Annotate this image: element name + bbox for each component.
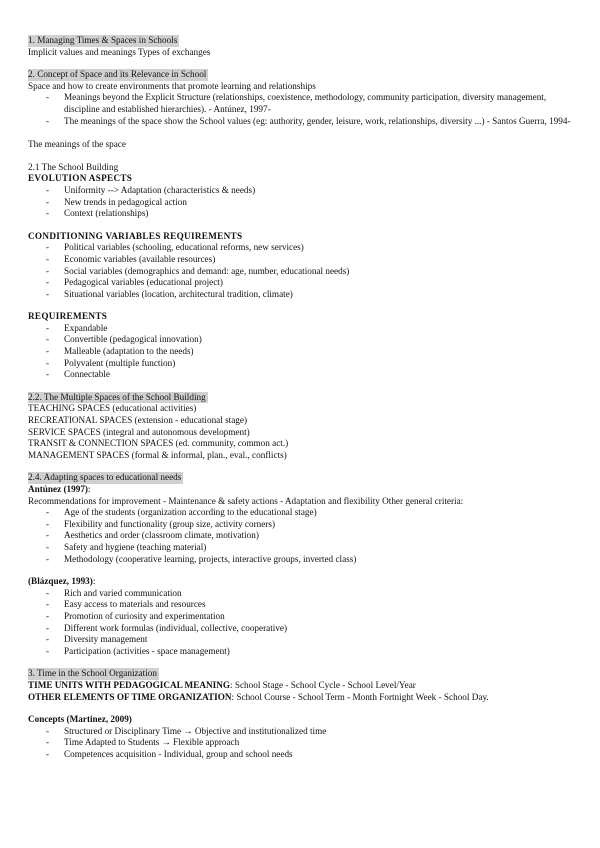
- section-2-2: [28, 392, 576, 462]
- blazquez-colon: :: [92, 576, 96, 587]
- list-item: - Flexibility and functionality (group size, activity corners): [28, 519, 576, 531]
- section-2: [28, 69, 576, 151]
- list-item: - Context (relationships): [28, 208, 576, 220]
- concepts-list: [28, 726, 576, 761]
- list-item: - Malleable (adaptation to the needs): [28, 346, 576, 358]
- list-item: - Polyvalent (multiple function): [28, 358, 576, 370]
- list-item: - Aesthetics and order (classroom climate, motivation): [28, 530, 576, 542]
- list-item: - Pedagogical variables (educational project): [28, 277, 576, 289]
- space-line: SERVICE SPACES (integral and autonomous development): [28, 426, 250, 437]
- time-units-text: : School Stage - School Cycle - School Level/Year: [230, 679, 416, 690]
- space-line: TEACHING SPACES (educational activities): [28, 403, 197, 414]
- other-elements-text: : School Course - School Term - Month Fortnight Week - School Day.: [231, 691, 489, 702]
- section-2-bullets: [28, 92, 576, 127]
- concepts-title: Concepts (Martinez, 2009): [28, 714, 132, 725]
- other-elements-label: OTHER ELEMENTS OF TIME ORGANIZATION: [28, 691, 232, 702]
- list-item: - Connectable: [28, 369, 576, 381]
- section-2-intro: Space and how to create environments that promote learning and relationships: [28, 80, 316, 91]
- section-2-1-heading: 2.1 The School Building: [28, 161, 119, 172]
- requirements-title: REQUIREMENTS: [28, 311, 108, 322]
- list-item: - Safety and hygiene (teaching material): [28, 542, 576, 554]
- blazquez-list: [28, 588, 576, 658]
- list-item: - Meanings beyond the Explicit Structure (relationships, coexistence, methodology, community participation, diversity management, discipline and established hierarchies). - Antúnez, 1997-: [28, 92, 576, 115]
- list-item: - Convertible (pedagogical innovation): [28, 334, 576, 346]
- recommendations-text: Recommendations for improvement - Maintenance & safety actions - Adaptation and flexibility Other general criteria:: [28, 495, 464, 506]
- list-item: - Uniformity --> Adaptation (characteristics & needs): [28, 185, 576, 197]
- list-item: - Participation (activities - space management): [28, 646, 576, 658]
- evolution-aspects-list: [28, 185, 576, 220]
- space-line: MANAGEMENT SPACES (formal & informal, plan., eval., conflicts): [28, 449, 287, 460]
- list-item: - Promotion of curiosity and experimentation: [28, 611, 576, 623]
- blazquez-title: (Blázquez, 1993): [28, 576, 93, 587]
- antunez-line: [28, 484, 576, 496]
- antunez-colon: :: [87, 484, 91, 494]
- conditioning-variables-title: CONDITIONING VARIABLES REQUIREMENTS: [28, 230, 243, 241]
- list-item: - Different work formulas (individual, collective, cooperative): [28, 623, 576, 635]
- evolution-aspects-title: EVOLUTION ASPECTS: [28, 173, 133, 184]
- section-3-heading: 3. Time in the School Organization: [28, 668, 157, 679]
- time-units-line: [28, 680, 576, 692]
- antunez-title: Antúnez (1997): [28, 484, 88, 494]
- blazquez-line: [28, 576, 576, 588]
- section-2-2-heading: 2.2. The Multiple Spaces of the School Building: [28, 391, 206, 402]
- list-item: - Competences acquisition - Individual, group and school needs: [28, 749, 576, 761]
- section-2-4: [28, 472, 576, 657]
- section-2-meanings: The meanings of the space: [28, 139, 126, 150]
- section-1-heading: 1. Managing Times & Spaces in Schools: [28, 35, 178, 45]
- section-3: [28, 668, 576, 760]
- list-item: - Situational variables (location, architectural tradition, climate): [28, 289, 576, 301]
- list-item: - Age of the students (organization according to the educational stage): [28, 507, 576, 519]
- list-item: - Economic variables (available resources): [28, 254, 576, 266]
- document-page: [28, 35, 576, 760]
- list-item: - The meanings of the space show the School values (eg: authority, gender, leisure, work, relationships, diversity ...) - Santos Guerra, 1994-: [28, 116, 576, 128]
- list-item: - Methodology (cooperative learning, projects, interactive groups, inverted class): [28, 554, 576, 566]
- list-item: - Time Adapted to Students → Flexible approach: [28, 737, 576, 749]
- requirements-list: [28, 323, 576, 381]
- time-units-label: TIME UNITS WITH PEDAGOGICAL MEANING: [28, 679, 230, 690]
- section-2-heading: 2. Concept of Space and its Relevance in School: [28, 69, 207, 80]
- list-item: - Expandable: [28, 323, 576, 335]
- space-line: RECREATIONAL SPACES (extension - educational stage): [28, 415, 248, 426]
- conditioning-variables-list: [28, 242, 576, 300]
- other-elements-line: [28, 692, 576, 704]
- space-line: TRANSIT & CONNECTION SPACES (ed. community, common act.): [28, 438, 289, 449]
- list-item: - Rich and varied communication: [28, 588, 576, 600]
- section-1: [28, 35, 576, 58]
- list-item: - Structured or Disciplinary Time → Objective and institutionalized time: [28, 726, 576, 738]
- list-item: - Political variables (schooling, educational reforms, new services): [28, 242, 576, 254]
- list-item: - Easy access to materials and resources: [28, 599, 576, 611]
- section-2-4-heading: 2.4. Adapting spaces to educational needs: [28, 472, 182, 483]
- list-item: - Social variables (demographics and demand: age, number, educational needs): [28, 266, 576, 278]
- section-1-subtitle: Implicit values and meanings Types of exchanges: [28, 46, 211, 57]
- list-item: - New trends in pedagogical action: [28, 197, 576, 209]
- list-item: - Diversity management: [28, 634, 576, 646]
- section-2-1: [28, 162, 576, 381]
- criteria-list: [28, 507, 576, 565]
